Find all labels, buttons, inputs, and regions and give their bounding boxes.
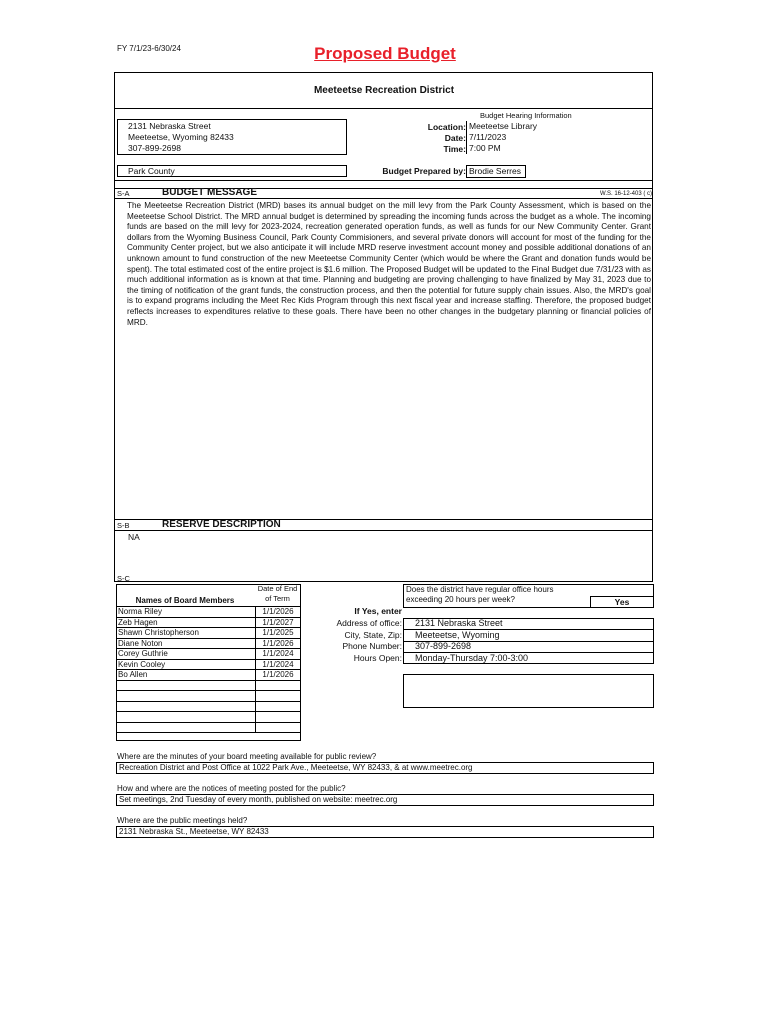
term-header-line-2: of Term (265, 594, 290, 603)
office-phone-label: Phone Number: (342, 641, 402, 651)
date-value: 7/11/2023 (466, 132, 669, 143)
table-row (117, 701, 301, 712)
prepared-by-label: Budget Prepared by: (382, 166, 466, 176)
office-notes-box (403, 674, 654, 708)
term-header-line-1: Date of End (257, 584, 298, 593)
board-member-name (117, 701, 256, 712)
board-member-term: 1/1/2025 (256, 628, 301, 639)
office-city-label: City, State, Zip: (344, 630, 402, 640)
meetings-answer: 2131 Nebraska St., Meeteetse, WY 82433 (116, 826, 654, 838)
table-row (117, 722, 301, 733)
office-address-label: Address of office: (336, 618, 402, 628)
board-member-name: Bo Allen (117, 670, 256, 681)
table-row (117, 638, 301, 649)
address-phone: 307-899-2698 (128, 143, 181, 153)
board-member-term: 1/1/2026 (256, 670, 301, 681)
minutes-answer: Recreation District and Post Office at 1022 Park Ave., Meeteetse, WY 82433, & at www.meetrec.org (116, 762, 654, 774)
office-hours-label: Hours Open: (353, 653, 402, 663)
page-title: Proposed Budget (314, 44, 456, 63)
if-yes-label: If Yes, enter (354, 606, 402, 616)
board-member-name: Norma Riley (117, 607, 256, 618)
table-row (117, 680, 301, 691)
table-row (117, 607, 301, 618)
board-member-term: 1/1/2026 (256, 638, 301, 649)
budget-message-title: BUDGET MESSAGE (162, 187, 258, 198)
budget-message-text: The Meeteetse Recreation District (MRD) bases its annual budget on the mill levy from the Park County Assessment, which is based on the Meeteetse School District. The MRD annual budget is determined by spreading the incoming funds across the budget as a whole. The incoming funds are based on the mill levy for 2023-2024, recreation generated operation funds, as well as funds for our New Community Center. Grant dollars from the Wyoming Business Council, Park County Commisioners, and several private donors will account for most of the funding for the Community Center project, but we also anticipate it will include MRD reserve investment account money and possible additional donations of an unknown amount to fund construction of the new Meeteetse Community Center (which would be where the Grant and donation funds would be spent). The total estimated cost of the entire project is $1.6 million. The Proposed Budget will be updated to the Final Budget due 7/31/23 with as much additional information as is known at that time. Planning and budgeting are proving challenging to have finalized by May 31, 2023 due to the timing of notification of the grant funds, the construction process, and then the potential for future supply chain issues. Also, the MRD's goal is to expand programs including the Meet Rec Kids Program through this next fiscal year and increase staffing. Therefore, the proposed budget reflects increases to expenditures relative to these goals. There have been no other changes in the budgetary planning or financial policies of MRD. (127, 201, 651, 327)
office-hours-question-2: exceeding 20 hours per week? (406, 595, 515, 604)
divider (114, 108, 653, 109)
prepared-by-value: Brodie Serres (466, 165, 526, 178)
office-city-value: Meeteetse, Wyoming (403, 630, 654, 642)
meetings-question: Where are the public meetings held? (117, 816, 248, 825)
board-member-term (256, 712, 301, 723)
divider (114, 530, 653, 531)
date-label: Date: (444, 133, 466, 143)
reserve-text: NA (128, 532, 140, 542)
board-member-term (256, 680, 301, 691)
reserve-title: RESERVE DESCRIPTION (162, 519, 281, 530)
location-label: Location: (427, 122, 466, 132)
board-member-name: Shawn Christopherson (117, 628, 256, 639)
board-members-table (116, 606, 301, 733)
table-row (117, 670, 301, 681)
statute-reference: W.S. 16-12-403 ( c) (600, 191, 653, 197)
office-address-value: 2131 Nebraska Street (403, 618, 654, 630)
term-header (254, 584, 301, 604)
section-code-sc: S-C (117, 574, 130, 583)
divider (114, 198, 653, 199)
notices-question: How and where are the notices of meeting posted for the public? (117, 784, 346, 793)
time-label: Time: (443, 144, 466, 154)
board-member-name (117, 722, 256, 733)
table-row (117, 617, 301, 628)
table-row (117, 691, 301, 702)
board-member-name: Diane Noton (117, 638, 256, 649)
district-name: Meeteetse Recreation District (313, 85, 455, 96)
table-row (117, 649, 301, 660)
location-value: Meeteetse Library (466, 121, 669, 132)
board-member-name: Kevin Cooley (117, 659, 256, 670)
board-member-term: 1/1/2024 (256, 659, 301, 670)
table-row (117, 659, 301, 670)
office-hours-answer: Yes (590, 596, 654, 608)
board-member-name (117, 680, 256, 691)
divider (114, 180, 653, 181)
board-member-name: Zeb Hagen (117, 617, 256, 628)
fiscal-year: FY 7/1/23-6/30/24 (117, 44, 181, 53)
district-address-box (117, 119, 347, 155)
minutes-question: Where are the minutes of your board meeting available for public review? (117, 752, 377, 761)
section-code-sa: S-A (117, 189, 130, 198)
board-member-term (256, 722, 301, 733)
office-hours-value: Monday-Thursday 7:00-3:00 (415, 653, 529, 663)
board-member-name (117, 712, 256, 723)
county-box: Park County (117, 165, 347, 177)
address-street: 2131 Nebraska Street (128, 121, 211, 131)
office-hours-question-1: Does the district have regular office hours (406, 585, 554, 594)
section-code-sb: S-B (117, 521, 130, 530)
hearing-heading: Budget Hearing Information (480, 111, 572, 120)
time-value: 7:00 PM (466, 143, 669, 154)
board-member-name: Corey Guthrie (117, 649, 256, 660)
table-row (117, 712, 301, 723)
board-member-term (256, 691, 301, 702)
board-member-term: 1/1/2024 (256, 649, 301, 660)
table-row (117, 628, 301, 639)
board-member-term: 1/1/2026 (256, 607, 301, 618)
board-member-term: 1/1/2027 (256, 617, 301, 628)
board-member-name (117, 691, 256, 702)
address-city: Meeteetse, Wyoming 82433 (128, 132, 234, 142)
notices-answer: Set meetings, 2nd Tuesday of every month, published on website: meetrec.org (116, 794, 654, 806)
office-phone-value: 307-899-2698 (403, 641, 654, 653)
board-member-term (256, 701, 301, 712)
names-header: Names of Board Members (135, 596, 235, 605)
